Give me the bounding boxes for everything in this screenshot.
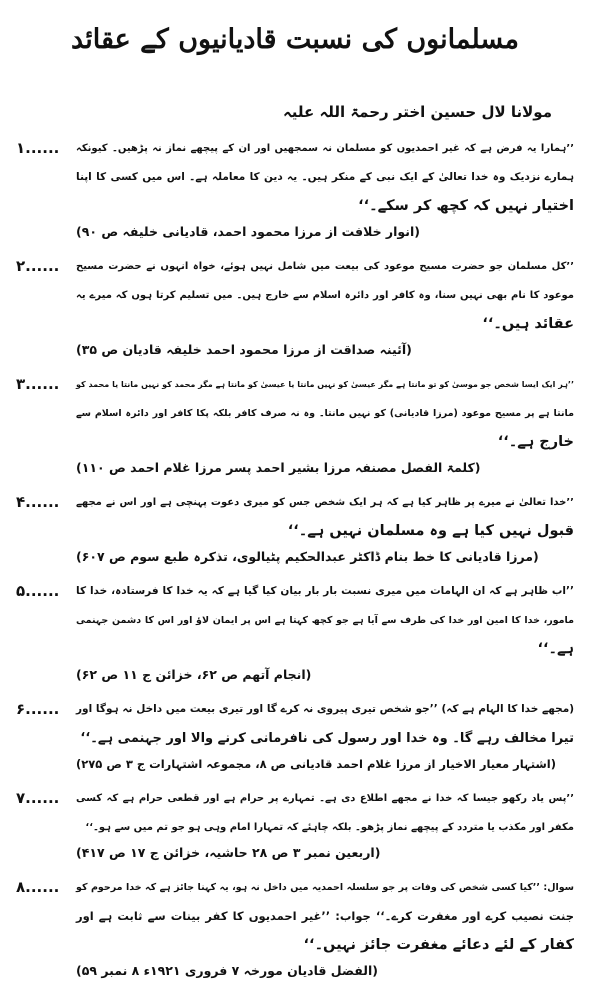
item-body xyxy=(76,488,574,568)
item-text-line: مکفر اور مکذب یا متردد کے پیچھے نماز پڑھو۔ بلکہ چاہئے کہ تمہارا امام وہی ہو جو تم میں سے ہو۔‘‘ xyxy=(85,822,574,833)
article-item xyxy=(16,134,574,243)
item-body xyxy=(76,370,574,479)
item-reference xyxy=(76,457,574,479)
item-text-line: عقائد ہیں۔‘‘ xyxy=(482,316,574,332)
item-number: ۱...... xyxy=(16,139,60,157)
item-text-line: اختیار نہیں کہ کچھ کر سکے۔‘‘ xyxy=(358,198,574,214)
article-item xyxy=(16,488,574,568)
article-item xyxy=(16,873,574,982)
item-text-line: تیرا مخالف رہے گا۔ وہ خدا اور رسول کی نافرمانی کرنے والا اور جہنمی ہے۔‘‘ xyxy=(80,731,574,746)
author-name: مولانا لال حسین اختر رحمۃ اللہ علیہ xyxy=(282,103,552,121)
item-text-line: مامور، خدا کا امین اور خدا کی طرف سے آیا ہے جو کچھ کہتا ہے اس پر ایمان لاؤ اور اس کا دشمن جہنمی xyxy=(76,615,574,626)
article-item xyxy=(16,252,574,361)
item-text-line: موعود کا نام بھی نہیں سنا، وہ کافر اور دائرہ اسلام سے خارج ہیں۔ میں تسلیم کرتا ہوں کہ میرے یہ xyxy=(76,290,574,301)
item-body xyxy=(76,577,574,686)
item-reference xyxy=(76,546,574,568)
reference-text: (الفضل قادیان مورخہ ۷ فروری ۱۹۲۱ء ۸ نمبر ۵۹) xyxy=(76,963,378,978)
item-text-line: ’’ہر ایک ایسا شخص جو موسیٰ کو تو مانتا ہے مگر عیسیٰ کو نہیں مانتا یا عیسیٰ کو مانتا ہے مگر محمد کو نہیں مانتا یا محمد کو xyxy=(76,380,574,389)
item-text-line: سوال: ’’کیا کسی شخص کی وفات پر جو سلسلہ احمدیہ میں داخل نہ ہو، یہ کہنا جائز ہے کہ خدا مرحوم کو xyxy=(76,882,574,893)
reference-text: (اربعین نمبر ۳ ص ۲۸ حاشیہ، خزائن ج ۱۷ ص ۴۱۷) xyxy=(76,845,381,860)
item-text-line: ’’ہمارا یہ فرض ہے کہ غیر احمدیوں کو مسلمان نہ سمجھیں اور ان کے پیچھے نماز نہ پڑھیں۔ کیونکہ xyxy=(76,143,574,154)
item-body xyxy=(76,252,574,361)
item-text-line: (مجھے خدا کا الہام ہے کہ) ’’جو شخص تیری پیروی نہ کرے گا اور تیری بیعت میں داخل نہ ہوگا اور xyxy=(76,703,574,715)
item-reference xyxy=(76,753,574,775)
item-body xyxy=(76,695,574,775)
item-body xyxy=(76,784,574,864)
article-item xyxy=(16,577,574,686)
reference-text: (آئینہ صداقت از مرزا محمود احمد خلیفہ قادیان ص ۳۵) xyxy=(76,342,412,357)
item-text-line: ’’پس یاد رکھو جیسا کہ خدا نے مجھے اطلاع دی ہے۔ تمہارے پر حرام ہے اور قطعی حرام ہے کہ کسی xyxy=(76,793,574,804)
item-text-line: ’’خدا تعالیٰ نے میرے پر ظاہر کیا ہے کہ ہر ایک شخص جس کو میری دعوت پہنچی ہے اور اس نے مجھے xyxy=(76,497,574,508)
reference-text: (مرزا قادیانی کا خط بنام ڈاکٹر عبدالحکیم پٹیالوی، تذکرہ طبع سوم ص ۶۰۷) xyxy=(76,549,539,564)
article-list xyxy=(16,134,574,982)
item-text-line: قبول نہیں کیا ہے وہ مسلمان نہیں ہے۔‘‘ xyxy=(287,523,574,539)
item-text-line: ’’اب ظاہر ہے کہ ان الہامات میں میری نسبت بار بار بیان کیا گیا ہے کہ یہ خدا کا فرستادہ، خدا کا xyxy=(76,585,574,597)
reference-text: (اشتہار معیار الاخیار از مرزا غلام احمد قادیانی ص ۸، مجموعہ اشتہارات ج ۳ ص ۲۷۵) xyxy=(76,757,556,771)
item-reference xyxy=(76,960,574,982)
item-reference xyxy=(76,842,574,864)
page-title: مسلمانوں کی نسبت قادیانیوں کے عقائد xyxy=(71,24,519,55)
item-number: ۵...... xyxy=(16,582,60,600)
reference-text: (انوار خلافت از مرزا محمود احمد، قادیانی خلیفہ ص ۹۰) xyxy=(76,224,420,239)
reference-text: (کلمۃ الفصل مصنفہ مرزا بشیر احمد پسر مرزا غلام احمد ص ۱۱۰) xyxy=(76,460,481,475)
item-number: ۳...... xyxy=(16,375,60,393)
article-item xyxy=(16,695,574,775)
item-text-line: خارج ہے۔‘‘ xyxy=(497,434,574,450)
item-reference xyxy=(76,339,574,361)
reference-text: (انجام آتھم ص ۶۲، خزائن ج ۱۱ ص ۶۲) xyxy=(76,667,312,682)
item-text-line: مانتا ہے پر مسیح موعود (مرزا قادیانی) کو نہیں مانتا۔ وہ نہ صرف کافر بلکہ پکا کافر اور دائرہ اسلام سے xyxy=(76,408,574,419)
item-number: ۷...... xyxy=(16,789,60,807)
item-text-line: ہمارے نزدیک وہ خدا تعالیٰ کے ایک نبی کے منکر ہیں۔ یہ دین کا معاملہ ہے۔ اس میں کسی کا اپنا xyxy=(76,171,574,183)
item-text-line: جنت نصیب کرے اور مغفرت کرے۔‘‘ جواب: ’’غیر احمدیوں کا کفر بینات سے ثابت ہے اور xyxy=(76,909,574,923)
article-item xyxy=(16,784,574,864)
item-text-line: کفار کے لئے دعائے مغفرت جائز نہیں۔‘‘ xyxy=(303,937,574,953)
item-number: ۸...... xyxy=(16,878,60,896)
item-text-line: ’’کل مسلمان جو حضرت مسیح موعود کی بیعت میں شامل نہیں ہوئے، خواہ انہوں نے حضرت مسیح xyxy=(76,261,574,272)
item-reference xyxy=(76,221,574,243)
item-number: ۲...... xyxy=(16,257,60,275)
item-number: ۴...... xyxy=(16,493,60,511)
item-reference xyxy=(76,664,574,686)
item-body xyxy=(76,134,574,243)
item-number: ۶...... xyxy=(16,700,60,718)
item-text-line: ہے۔‘‘ xyxy=(537,641,574,657)
article-item xyxy=(16,370,574,479)
item-body xyxy=(76,873,574,982)
